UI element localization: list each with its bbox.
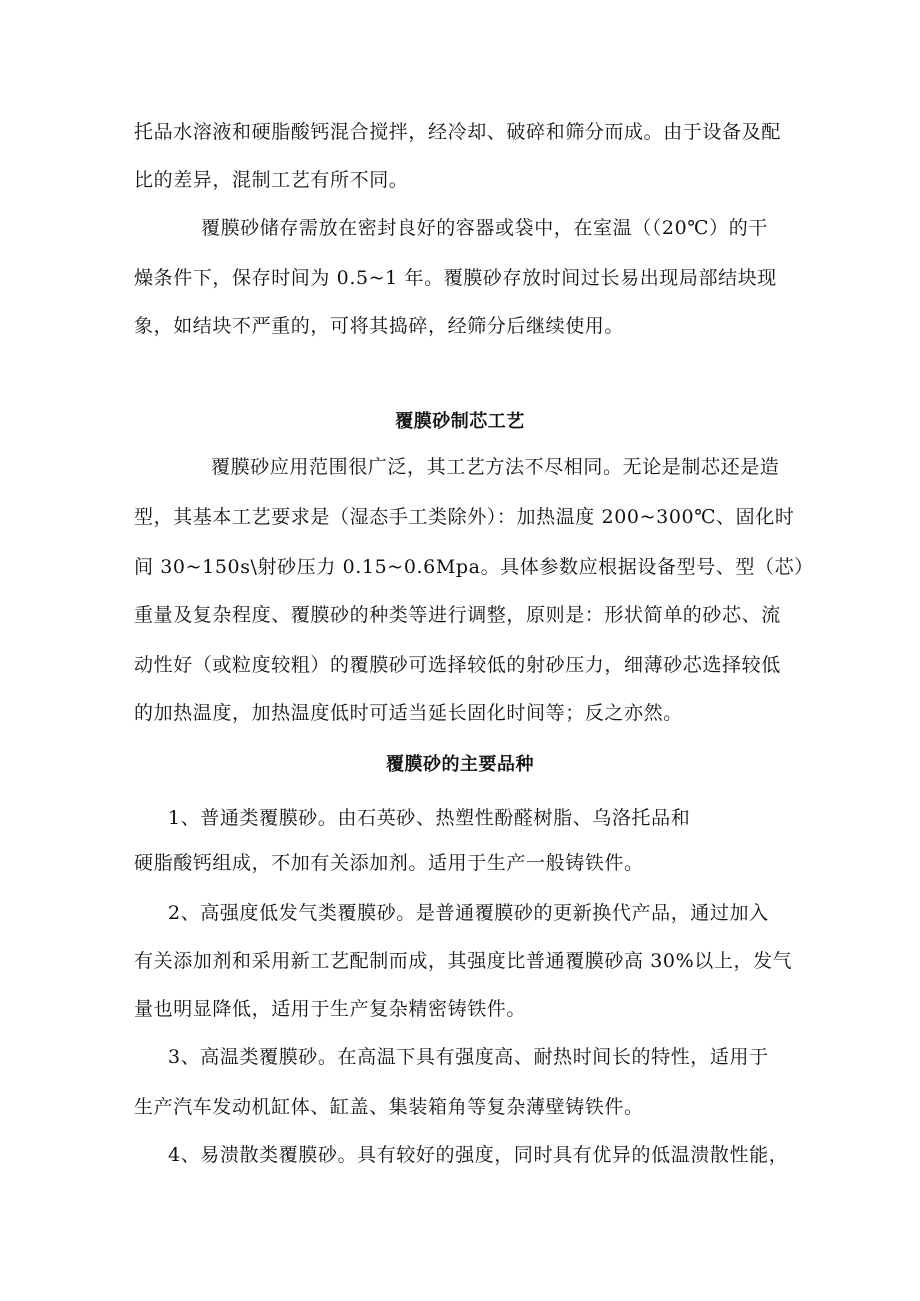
- variety-1-line-1: 1、普通类覆膜砂。由石英砂、热塑性酚醛树脂、乌洛托品和: [168, 807, 691, 829]
- paragraph-mix-line-2: 比的差异，混制工艺有所不同。: [134, 169, 409, 191]
- paragraph-core-line-2: 型，其基本工艺要求是（湿态手工类除外）：加热温度 200~300℃、固化时: [134, 506, 795, 528]
- section-heading-core-process: 覆膜砂制芯工艺: [395, 411, 525, 432]
- variety-2-line-2: 有关添加剂和采用新工艺配制而成，其强度比普通覆膜砂高 30%以上，发气: [134, 950, 793, 972]
- paragraph-core-line-1: 覆膜砂应用范围很广泛，其工艺方法不尽相同。无论是制芯还是造: [211, 456, 780, 478]
- variety-2-line-3: 量也明显降低，适用于生产复杂精密铸铁件。: [134, 998, 527, 1020]
- section-heading-varieties: 覆膜砂的主要品种: [386, 754, 534, 775]
- paragraph-core-line-6: 的加热温度，加热温度低时可适当延长固化时间等；反之亦然。: [134, 702, 683, 724]
- paragraph-storage-line-2: 燥条件下，保存时间为 0.5~1 年。覆膜砂存放时间过长易出现局部结块现: [134, 267, 777, 289]
- paragraph-mix-line-1: 托品水溶液和硬脂酸钙混合搅拌，经冷却、破碎和筛分而成。由于设备及配: [134, 121, 781, 143]
- paragraph-storage-line-3: 象，如结块不严重的，可将其捣碎，经筛分后继续使用。: [134, 315, 625, 337]
- variety-1-line-2: 硬脂酸钙组成，不加有关添加剂。适用于生产一般铸铁件。: [134, 852, 644, 874]
- variety-3-line-1: 3、高温类覆膜砂。在高温下具有强度高、耐热时间长的特性，适用于: [168, 1046, 769, 1068]
- variety-4-line-1: 4、易溃散类覆膜砂。具有较好的强度，同时具有优异的低温溃散性能，: [168, 1144, 789, 1166]
- paragraph-core-line-5: 动性好（或粒度较粗）的覆膜砂可选择较低的射砂压力，细薄砂芯选择较低: [134, 654, 781, 676]
- paragraph-storage-line-1: 覆膜砂储存需放在密封良好的容器或袋中，在室温（（20℃）的干: [201, 217, 768, 239]
- paragraph-core-line-4: 重量及复杂程度、覆膜砂的种类等进行调整，原则是：形状简单的砂芯、流: [134, 604, 781, 626]
- paragraph-core-line-3: 间 30~150s\射砂压力 0.15~0.6Mpa。具体参数应根据设备型号、型（芯）: [134, 556, 814, 578]
- variety-2-line-1: 2、高强度低发气类覆膜砂。是普通覆膜砂的更新换代产品，通过加入: [168, 902, 769, 924]
- variety-3-line-2: 生产汽车发动机缸体、缸盖、集装箱角等复杂薄壁铸铁件。: [134, 1096, 644, 1118]
